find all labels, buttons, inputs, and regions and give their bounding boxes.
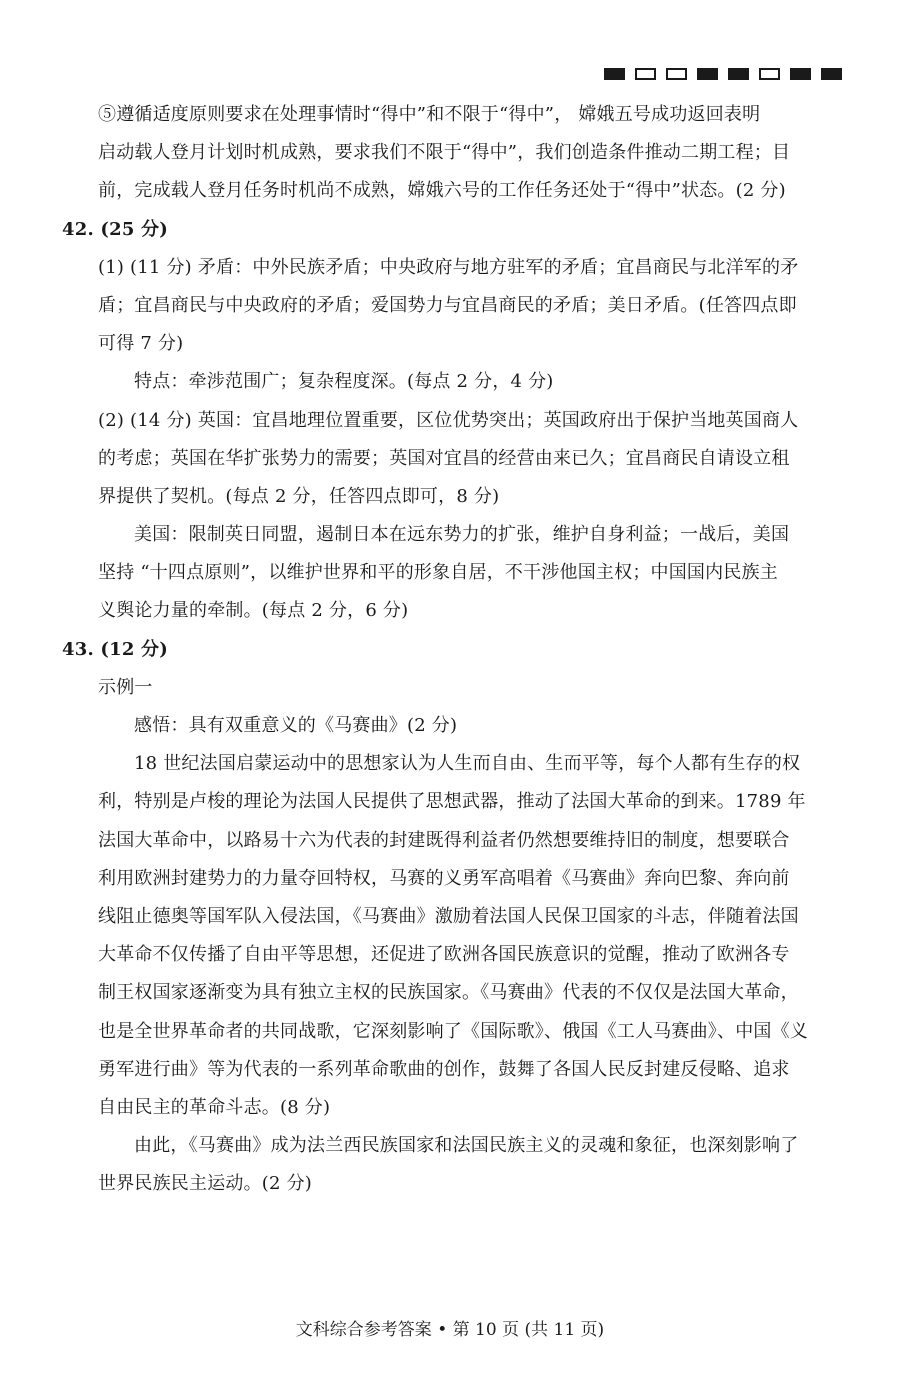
text-line: 启动载人登月计划时机成熟，要求我们不限于“得中”，我们创造条件推动二期工程；目	[98, 142, 791, 164]
header-mark	[697, 68, 718, 80]
text-line: 特点：牵涉范围广；复杂程度深。(每点 2 分，4 分)	[134, 371, 554, 393]
text-line: 线阻止德奥等国军队入侵法国，《马赛曲》激励着法国人民保卫国家的斗志，伴随着法国	[98, 905, 799, 927]
text-line: 利，特别是卢梭的理论为法国人民提供了思想武器，推动了法国大革命的到来。1789 年	[98, 791, 806, 813]
text-line: 盾；宜昌商民与中央政府的矛盾；爱国势力与宜昌商民的矛盾；美日矛盾。(任答四点即	[98, 294, 797, 316]
text-line: 自由民主的革命斗志。(8 分)	[98, 1096, 331, 1118]
text-line: 世界民族民主运动。(2 分)	[98, 1173, 313, 1195]
text-line: 大革命不仅传播了自由平等思想，还促进了欧洲各国民族意识的觉醒，推动了欧洲各专	[98, 944, 790, 966]
text-line: (2) (14 分) 英国：宜昌地理位置重要，区位优势突出；英国政府出于保护当地英国商人	[98, 409, 799, 431]
question-number: 43. (12 分)	[62, 638, 168, 660]
text-line: 可得 7 分)	[98, 333, 184, 355]
text-line: 由此，《马赛曲》成为法兰西民族国家和法国民族主义的灵魂和象征，也深刻影响了	[134, 1135, 799, 1157]
header-marks	[604, 68, 842, 80]
page-footer: 文科综合参考答案 • 第 10 页 (共 11 页)	[295, 1320, 605, 1340]
text-line: 的考虑；英国在华扩张势力的需要；英国对宜昌的经营由来已久；宜昌商民自请设立租	[98, 447, 790, 469]
text-line: 法国大革命中，以路易十六为代表的封建既得利益者仍然想要维持旧的制度，想要联合	[98, 829, 790, 851]
text-line: 坚持 “十四点原则”，以维护世界和平的形象自居，不干涉他国主权；中国国内民族主	[98, 562, 778, 584]
text-line: 感悟：具有双重意义的《马赛曲》(2 分)	[134, 715, 458, 736]
text-line: 前，完成载人登月任务时机尚不成熟，嫦娥六号的工作任务还处于“得中”状态。(2 分)	[98, 180, 786, 202]
text-line: (1) (11 分) 矛盾：中外民族矛盾；中央政府与地方驻军的矛盾；宜昌商民与北洋军的矛	[98, 256, 799, 278]
text-line: 18 世纪法国启蒙运动中的思想家认为人生而自由、生而平等，每个人都有生存的权	[134, 753, 801, 775]
header-mark	[635, 68, 656, 80]
text-line: 制王权国家逐渐变为具有独立主权的民族国家。《马赛曲》代表的不仅仅是法国大革命，	[98, 982, 799, 1004]
text-line: 义舆论力量的牵制。(每点 2 分，6 分)	[98, 600, 409, 622]
header-mark	[790, 68, 811, 80]
text-line: 也是全世界革命者的共同战歌，它深刻影响了《国际歌》、俄国《工人马赛曲》、中国《义	[98, 1020, 808, 1042]
text-line: 示例一	[98, 676, 153, 698]
text-line: 勇军进行曲》等为代表的一系列革命歌曲的创作，鼓舞了各国人民反封建反侵略、追求	[98, 1058, 790, 1080]
text-line: 界提供了契机。(每点 2 分，任答四点即可，8 分)	[98, 485, 500, 507]
header-mark	[728, 68, 749, 80]
question-number: 42. (25 分)	[62, 218, 168, 240]
text-line: 利用欧洲封建势力的力量夺回特权，马赛的义勇军高唱着《马赛曲》奔向巴黎、奔向前	[98, 867, 790, 889]
document-body	[62, 96, 842, 1203]
header-mark	[604, 68, 625, 80]
header-mark	[821, 68, 842, 80]
header-mark	[666, 68, 687, 80]
text-line: 美国：限制英日同盟，遏制日本在远东势力的扩张，维护自身利益；一战后，美国	[134, 524, 790, 546]
text-line: ⑤遵循适度原则要求在处理事情时“得中”和不限于“得中”， 嫦娥五号成功返回表明	[98, 104, 761, 125]
header-mark	[759, 68, 780, 80]
